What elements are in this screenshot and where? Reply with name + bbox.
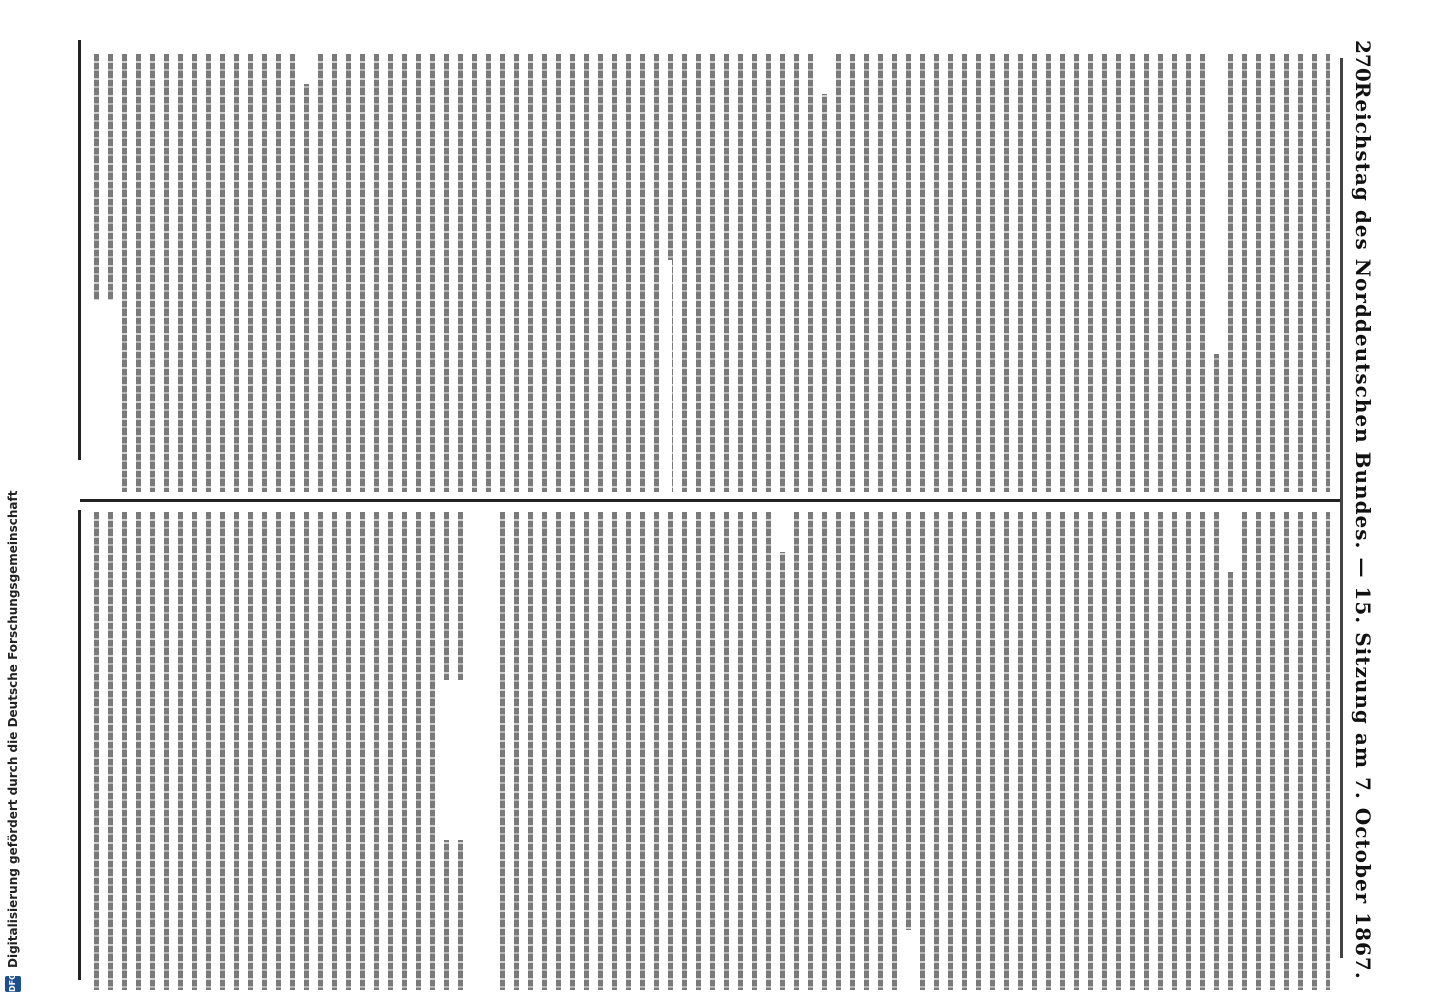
paragraph-indent — [820, 54, 834, 94]
paragraph-indent — [780, 512, 794, 552]
paragraph-gap — [900, 930, 914, 990]
footer-strip — [0, 0, 26, 1000]
page-center-rule — [80, 499, 1340, 502]
running-head-title: Reichstag des Norddeutschen Bundes. — 15. Sitzung am 7. October 1867. — [1351, 81, 1375, 980]
column-rule-upper — [78, 40, 81, 460]
paragraph-gap — [660, 260, 672, 492]
centered-remark-gap — [440, 680, 470, 840]
paragraph-gap — [1210, 54, 1228, 354]
dfg-logo-icon: DFG — [5, 976, 21, 992]
page-number: 270 — [1351, 40, 1375, 82]
paragraph-gap — [470, 512, 496, 990]
text-column-lower — [90, 512, 1330, 990]
running-head — [1348, 40, 1378, 980]
digitization-credit: Digitalisierung gefördert durch die Deutsche Forschungsgemeinschaft — [6, 490, 20, 968]
column-end-gap — [90, 300, 120, 492]
text-column-upper — [90, 54, 1330, 492]
column-rule-lower — [78, 510, 81, 980]
paragraph-indent — [1220, 512, 1236, 572]
paragraph-indent — [300, 54, 316, 84]
header-rule — [1340, 58, 1343, 958]
